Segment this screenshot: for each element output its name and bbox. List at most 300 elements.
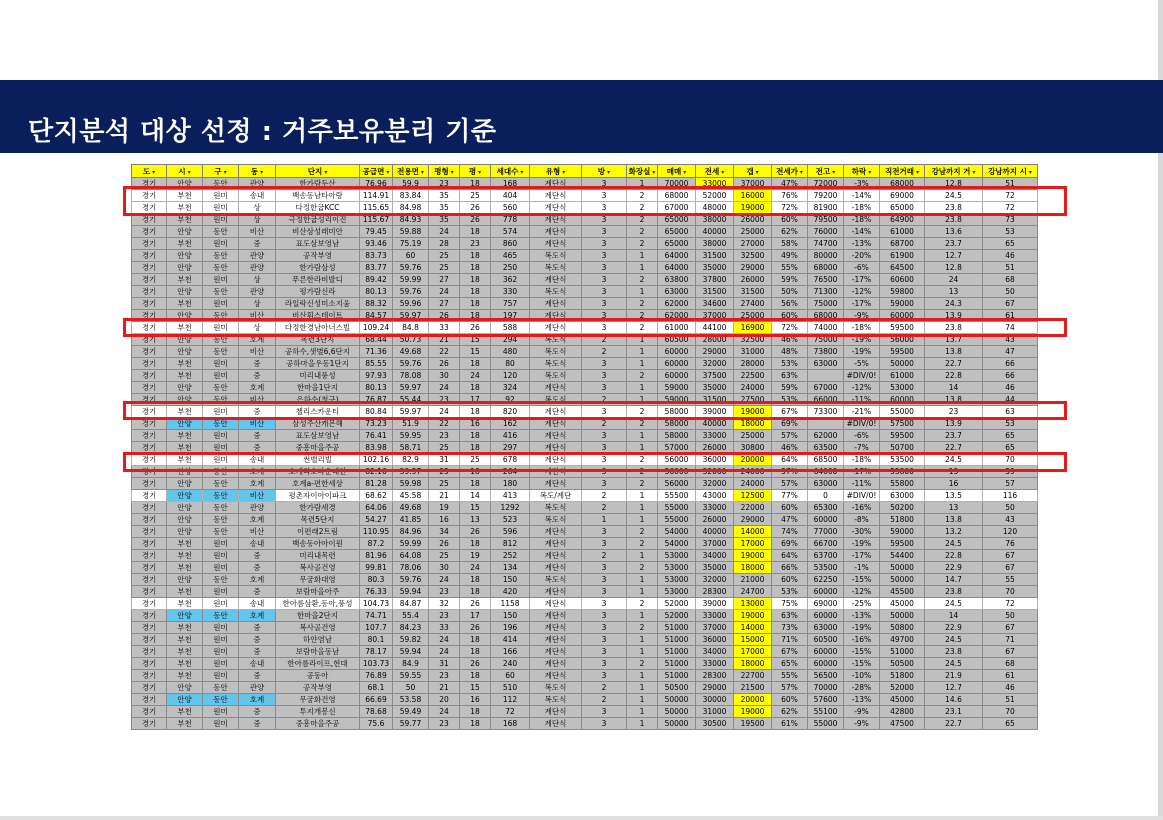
table-cell[interactable]: 26000: [734, 214, 772, 226]
column-header[interactable]: [844, 165, 880, 178]
table-cell[interactable]: 부천: [167, 718, 203, 730]
table-cell[interactable]: 60000: [808, 514, 844, 526]
table-cell[interactable]: 1: [627, 346, 658, 358]
table-cell[interactable]: 778: [491, 214, 530, 226]
table-cell[interactable]: 134: [491, 562, 530, 574]
table-cell[interactable]: 복도식: [530, 250, 582, 262]
table-cell[interactable]: 1: [627, 250, 658, 262]
table-cell[interactable]: 부천: [167, 646, 203, 658]
table-cell[interactable]: 1: [627, 670, 658, 682]
table-cell[interactable]: 34000: [696, 646, 734, 658]
table-cell[interactable]: 62000: [658, 310, 696, 322]
column-header[interactable]: [239, 165, 276, 178]
table-cell[interactable]: 23.7: [925, 238, 983, 250]
table-cell[interactable]: 43: [983, 334, 1038, 346]
table-cell[interactable]: 50000: [880, 358, 925, 370]
table-cell[interactable]: 54400: [880, 550, 925, 562]
table-cell[interactable]: 중: [239, 430, 276, 442]
table-cell[interactable]: 53: [983, 418, 1038, 430]
table-cell[interactable]: 23.8: [925, 646, 983, 658]
table-cell[interactable]: 1: [627, 718, 658, 730]
table-cell[interactable]: 252: [491, 550, 530, 562]
table-cell[interactable]: 2: [627, 454, 658, 466]
table-cell[interactable]: 2: [627, 622, 658, 634]
table-cell[interactable]: 44100: [696, 322, 734, 334]
table-cell[interactable]: 3: [582, 262, 627, 274]
table-cell[interactable]: 55%: [772, 262, 808, 274]
table-cell[interactable]: 19000: [734, 202, 772, 214]
table-cell[interactable]: 원미: [203, 442, 239, 454]
table-cell[interactable]: -9%: [844, 310, 880, 322]
table-cell[interactable]: 25: [429, 250, 460, 262]
table-cell[interactable]: 33000: [696, 178, 734, 190]
table-cell[interactable]: 60%: [772, 694, 808, 706]
table-cell[interactable]: 114.91: [360, 190, 393, 202]
table-cell[interactable]: 동안: [203, 382, 239, 394]
table-cell[interactable]: 송내: [239, 658, 276, 670]
table-cell[interactable]: 경기: [132, 622, 167, 634]
table-cell[interactable]: 76500: [808, 274, 844, 286]
table-cell[interactable]: 3: [582, 526, 627, 538]
table-cell[interactable]: 20: [429, 694, 460, 706]
table-cell[interactable]: 24: [460, 562, 491, 574]
table-cell[interactable]: 55: [983, 574, 1038, 586]
table-cell[interactable]: 103.73: [360, 658, 393, 670]
column-header[interactable]: [983, 165, 1038, 178]
table-cell[interactable]: 63%: [772, 610, 808, 622]
table-cell[interactable]: 동안: [203, 226, 239, 238]
filter-dropdown-icon[interactable]: ▾: [799, 168, 803, 176]
table-cell[interactable]: 29000: [696, 346, 734, 358]
table-cell[interactable]: 3: [582, 250, 627, 262]
table-cell[interactable]: 72: [983, 202, 1038, 214]
table-cell[interactable]: 비산: [239, 526, 276, 538]
table-cell[interactable]: 경기: [132, 226, 167, 238]
filter-dropdown-icon[interactable]: ▾: [832, 168, 836, 176]
table-cell[interactable]: 12.8: [925, 178, 983, 190]
table-cell[interactable]: 59: [983, 466, 1038, 478]
table-cell[interactable]: 24: [429, 286, 460, 298]
table-cell[interactable]: 80.84: [360, 406, 393, 418]
table-cell[interactable]: 계단식: [530, 550, 582, 562]
table-cell[interactable]: 23: [429, 430, 460, 442]
table-cell[interactable]: 64%: [772, 454, 808, 466]
table-cell[interactable]: 65: [983, 718, 1038, 730]
table-cell[interactable]: 43000: [696, 490, 734, 502]
table-cell[interactable]: 59.76: [393, 286, 429, 298]
table-cell[interactable]: 경기: [132, 370, 167, 382]
table-cell[interactable]: 59.95: [393, 430, 429, 442]
table-cell[interactable]: 호계: [239, 610, 276, 622]
table-cell[interactable]: -19%: [844, 346, 880, 358]
table-cell[interactable]: 경기: [132, 406, 167, 418]
table-cell[interactable]: 18: [460, 310, 491, 322]
table-cell[interactable]: 18: [460, 406, 491, 418]
table-cell[interactable]: -3%: [844, 178, 880, 190]
table-cell[interactable]: 호계: [239, 466, 276, 478]
table-cell[interactable]: 31500: [696, 394, 734, 406]
table-cell[interactable]: 중흥마을주공: [276, 718, 360, 730]
table-cell[interactable]: 57: [983, 478, 1038, 490]
table-cell[interactable]: 부천: [167, 358, 203, 370]
table-cell[interactable]: 73: [983, 214, 1038, 226]
table-cell[interactable]: 22.7: [925, 718, 983, 730]
table-cell[interactable]: 58%: [772, 238, 808, 250]
table-cell[interactable]: 13.8: [925, 514, 983, 526]
table-cell[interactable]: 18: [460, 574, 491, 586]
table-cell[interactable]: 관양: [239, 682, 276, 694]
table-cell[interactable]: 2: [627, 274, 658, 286]
table-cell[interactable]: 65000: [658, 214, 696, 226]
table-cell[interactable]: 63000: [880, 490, 925, 502]
table-cell[interactable]: 57%: [772, 466, 808, 478]
table-cell[interactable]: 22.7: [925, 442, 983, 454]
table-cell[interactable]: 63000: [808, 622, 844, 634]
filter-dropdown-icon[interactable]: ▾: [187, 168, 191, 176]
table-cell[interactable]: 59.76: [393, 574, 429, 586]
table-cell[interactable]: 55%: [772, 670, 808, 682]
column-header[interactable]: [530, 165, 582, 178]
table-cell[interactable]: 안양: [167, 490, 203, 502]
table-cell[interactable]: 17000: [734, 538, 772, 550]
table-cell[interactable]: 18000: [734, 562, 772, 574]
table-cell[interactable]: 백송동아아이원: [276, 538, 360, 550]
table-cell[interactable]: 호계: [239, 382, 276, 394]
table-cell[interactable]: 53000: [658, 586, 696, 598]
table-cell[interactable]: 경기: [132, 322, 167, 334]
table-cell[interactable]: 동안: [203, 574, 239, 586]
table-cell[interactable]: 28: [429, 238, 460, 250]
table-cell[interactable]: 678: [491, 454, 530, 466]
table-cell[interactable]: 50: [393, 682, 429, 694]
table-cell[interactable]: 23.8: [925, 214, 983, 226]
table-cell[interactable]: 26: [460, 322, 491, 334]
table-cell[interactable]: 동안: [203, 478, 239, 490]
table-cell[interactable]: 50800: [880, 622, 925, 634]
table-cell[interactable]: 18000: [734, 418, 772, 430]
table-cell[interactable]: 24000: [734, 382, 772, 394]
table-cell[interactable]: 부천: [167, 406, 203, 418]
table-cell[interactable]: 동안: [203, 250, 239, 262]
table-cell[interactable]: 3: [582, 562, 627, 574]
table-cell[interactable]: 경기: [132, 490, 167, 502]
table-cell[interactable]: 15: [460, 502, 491, 514]
table-cell[interactable]: 22.9: [925, 622, 983, 634]
table-cell[interactable]: 77000: [808, 526, 844, 538]
table-cell[interactable]: 18: [460, 262, 491, 274]
table-cell[interactable]: 23: [429, 718, 460, 730]
table-cell[interactable]: 22500: [734, 370, 772, 382]
table-cell[interactable]: 12500: [734, 490, 772, 502]
table-cell[interactable]: 89.42: [360, 274, 393, 286]
table-cell[interactable]: 경기: [132, 262, 167, 274]
table-cell[interactable]: 162: [491, 418, 530, 430]
table-cell[interactable]: 계단식: [530, 274, 582, 286]
table-cell[interactable]: 80.3: [360, 574, 393, 586]
table-cell[interactable]: 116: [983, 490, 1038, 502]
table-cell[interactable]: 70: [983, 586, 1038, 598]
table-cell[interactable]: 51: [983, 178, 1038, 190]
table-cell[interactable]: 안양: [167, 310, 203, 322]
table-cell[interactable]: 2: [582, 502, 627, 514]
table-cell[interactable]: 14.6: [925, 694, 983, 706]
table-cell[interactable]: 68: [983, 274, 1038, 286]
table-cell[interactable]: 65: [983, 430, 1038, 442]
table-cell[interactable]: 원미: [203, 322, 239, 334]
table-cell[interactable]: 29000: [696, 682, 734, 694]
table-cell[interactable]: 계단식: [530, 586, 582, 598]
table-cell[interactable]: -15%: [844, 574, 880, 586]
table-cell[interactable]: -9%: [844, 718, 880, 730]
column-header[interactable]: [696, 165, 734, 178]
table-cell[interactable]: 68000: [808, 262, 844, 274]
table-cell[interactable]: 57%: [772, 430, 808, 442]
table-cell[interactable]: 72%: [772, 202, 808, 214]
table-cell[interactable]: 64500: [880, 262, 925, 274]
table-cell[interactable]: 63000: [658, 286, 696, 298]
table-cell[interactable]: 21: [429, 682, 460, 694]
table-cell[interactable]: 부천: [167, 202, 203, 214]
table-cell[interactable]: 49.68: [393, 346, 429, 358]
table-cell[interactable]: 중: [239, 358, 276, 370]
table-cell[interactable]: 1: [627, 286, 658, 298]
table-cell[interactable]: 원미: [203, 634, 239, 646]
table-cell[interactable]: 115.67: [360, 214, 393, 226]
table-cell[interactable]: 51800: [880, 670, 925, 682]
table-cell[interactable]: 78.68: [360, 706, 393, 718]
table-cell[interactable]: 68000: [808, 310, 844, 322]
table-cell[interactable]: 19: [429, 502, 460, 514]
table-cell[interactable]: 39000: [696, 598, 734, 610]
table-cell[interactable]: 53%: [772, 394, 808, 406]
table-cell[interactable]: 60500: [658, 334, 696, 346]
table-cell[interactable]: 33: [429, 322, 460, 334]
table-cell[interactable]: 33000: [696, 610, 734, 622]
table-cell[interactable]: 복도식: [530, 574, 582, 586]
table-cell[interactable]: 67%: [772, 646, 808, 658]
table-cell[interactable]: 부천: [167, 322, 203, 334]
table-cell[interactable]: 한가람삼성: [276, 262, 360, 274]
table-cell[interactable]: 동안: [203, 514, 239, 526]
table-cell[interactable]: 60600: [880, 274, 925, 286]
table-cell[interactable]: 23: [460, 238, 491, 250]
table-cell[interactable]: [808, 370, 844, 382]
table-cell[interactable]: 이편래2트림: [276, 526, 360, 538]
table-cell[interactable]: 호계: [239, 334, 276, 346]
table-cell[interactable]: 59.99: [393, 538, 429, 550]
table-cell[interactable]: 55000: [658, 514, 696, 526]
table-cell[interactable]: 계단식: [530, 478, 582, 490]
table-cell[interactable]: 85.55: [360, 358, 393, 370]
table-cell[interactable]: 관양: [239, 178, 276, 190]
table-cell[interactable]: 안양: [167, 682, 203, 694]
table-cell[interactable]: 1: [627, 358, 658, 370]
table-cell[interactable]: -17%: [844, 550, 880, 562]
filter-dropdown-icon[interactable]: ▾: [607, 168, 611, 176]
table-cell[interactable]: 65: [983, 238, 1038, 250]
table-cell[interactable]: 2: [627, 562, 658, 574]
table-cell[interactable]: 경기: [132, 346, 167, 358]
table-cell[interactable]: 59000: [658, 394, 696, 406]
table-cell[interactable]: 37000: [696, 310, 734, 322]
table-cell[interactable]: 부천: [167, 586, 203, 598]
table-cell[interactable]: 56000: [880, 334, 925, 346]
table-cell[interactable]: 51000: [658, 634, 696, 646]
table-cell[interactable]: 19000: [734, 706, 772, 718]
table-cell[interactable]: 26: [460, 622, 491, 634]
table-cell[interactable]: 97.93: [360, 370, 393, 382]
table-cell[interactable]: 61: [983, 310, 1038, 322]
column-header[interactable]: [393, 165, 429, 178]
table-cell[interactable]: 21.9: [925, 670, 983, 682]
table-cell[interactable]: 3: [582, 202, 627, 214]
table-cell[interactable]: 원미: [203, 646, 239, 658]
table-cell[interactable]: 67000: [658, 202, 696, 214]
table-cell[interactable]: 18: [460, 634, 491, 646]
table-cell[interactable]: -19%: [844, 538, 880, 550]
table-cell[interactable]: 80.1: [360, 634, 393, 646]
table-cell[interactable]: 35: [429, 214, 460, 226]
table-cell[interactable]: -7%: [844, 442, 880, 454]
table-cell[interactable]: 중: [239, 550, 276, 562]
table-cell[interactable]: 경기: [132, 274, 167, 286]
table-cell[interactable]: 한마을1단지: [276, 382, 360, 394]
table-cell[interactable]: -14%: [844, 190, 880, 202]
table-cell[interactable]: -5%: [844, 358, 880, 370]
table-cell[interactable]: 25: [460, 454, 491, 466]
table-cell[interactable]: 32000: [696, 358, 734, 370]
table-cell[interactable]: 3: [582, 178, 627, 190]
table-cell[interactable]: 73300: [808, 406, 844, 418]
table-cell[interactable]: -18%: [844, 214, 880, 226]
table-cell[interactable]: 14: [925, 610, 983, 622]
table-cell[interactable]: 79500: [808, 214, 844, 226]
table-cell[interactable]: 52000: [880, 682, 925, 694]
table-cell[interactable]: 35000: [696, 562, 734, 574]
table-cell[interactable]: 비산삼성래미안: [276, 226, 360, 238]
table-cell[interactable]: 2: [627, 370, 658, 382]
table-cell[interactable]: 동안: [203, 346, 239, 358]
table-cell[interactable]: 76: [983, 538, 1038, 550]
table-cell[interactable]: 비산: [239, 394, 276, 406]
table-cell[interactable]: 원미: [203, 274, 239, 286]
table-cell[interactable]: 원미: [203, 298, 239, 310]
table-cell[interactable]: 62%: [772, 226, 808, 238]
table-cell[interactable]: 다정한굽KCC: [276, 202, 360, 214]
table-cell[interactable]: 43: [983, 514, 1038, 526]
table-cell[interactable]: 51: [983, 694, 1038, 706]
table-cell[interactable]: 64000: [808, 466, 844, 478]
table-cell[interactable]: 120: [491, 370, 530, 382]
table-cell[interactable]: 30000: [696, 694, 734, 706]
table-cell[interactable]: 17000: [734, 646, 772, 658]
table-cell[interactable]: 동안: [203, 466, 239, 478]
table-cell[interactable]: 1: [627, 634, 658, 646]
table-cell[interactable]: -15%: [844, 658, 880, 670]
table-cell[interactable]: -13%: [844, 238, 880, 250]
table-cell[interactable]: 294: [491, 334, 530, 346]
filter-dropdown-icon[interactable]: ▾: [223, 168, 227, 176]
table-cell[interactable]: 동안: [203, 502, 239, 514]
column-header[interactable]: [772, 165, 808, 178]
table-cell[interactable]: 70000: [658, 178, 696, 190]
table-cell[interactable]: 64.08: [393, 550, 429, 562]
table-cell[interactable]: 한아름라이프,현대: [276, 658, 360, 670]
table-cell[interactable]: 13000: [734, 598, 772, 610]
table-cell[interactable]: 28300: [696, 586, 734, 598]
table-cell[interactable]: 109.24: [360, 322, 393, 334]
table-cell[interactable]: 1: [627, 442, 658, 454]
table-cell[interactable]: 37500: [696, 370, 734, 382]
table-cell[interactable]: -11%: [844, 394, 880, 406]
table-cell[interactable]: 46%: [772, 334, 808, 346]
table-cell[interactable]: 복도식: [530, 286, 582, 298]
table-cell[interactable]: 19: [460, 550, 491, 562]
table-cell[interactable]: 경기: [132, 310, 167, 322]
table-cell[interactable]: 안양: [167, 346, 203, 358]
table-cell[interactable]: 51000: [658, 622, 696, 634]
table-cell[interactable]: 33000: [696, 430, 734, 442]
table-cell[interactable]: -10%: [844, 670, 880, 682]
table-cell[interactable]: 계단식: [530, 718, 582, 730]
table-cell[interactable]: 23.1: [925, 706, 983, 718]
table-cell[interactable]: 3: [582, 658, 627, 670]
table-cell[interactable]: 31: [429, 658, 460, 670]
table-cell[interactable]: 71300: [808, 286, 844, 298]
table-cell[interactable]: 3: [582, 274, 627, 286]
table-cell[interactable]: 53500: [880, 454, 925, 466]
table-cell[interactable]: 55500: [658, 490, 696, 502]
table-cell[interactable]: 61000: [658, 322, 696, 334]
table-cell[interactable]: 59.96: [393, 298, 429, 310]
table-cell[interactable]: 73.23: [360, 418, 393, 430]
table-cell[interactable]: 55100: [808, 706, 844, 718]
table-cell[interactable]: 71: [983, 634, 1038, 646]
table-cell[interactable]: 73800: [808, 346, 844, 358]
column-header[interactable]: [880, 165, 925, 178]
table-cell[interactable]: -21%: [844, 406, 880, 418]
table-cell[interactable]: 22700: [734, 670, 772, 682]
table-cell[interactable]: 3: [582, 238, 627, 250]
table-cell[interactable]: 24: [925, 274, 983, 286]
filter-dropdown-icon[interactable]: ▾: [324, 168, 328, 176]
table-cell[interactable]: 59.77: [393, 718, 429, 730]
table-cell[interactable]: 경기: [132, 286, 167, 298]
table-cell[interactable]: -20%: [844, 250, 880, 262]
table-cell[interactable]: 59000: [880, 526, 925, 538]
table-cell[interactable]: 414: [491, 634, 530, 646]
table-cell[interactable]: 78.06: [393, 562, 429, 574]
table-cell[interactable]: 계단식: [530, 178, 582, 190]
table-cell[interactable]: 24.3: [925, 298, 983, 310]
table-cell[interactable]: 75000: [808, 334, 844, 346]
table-cell[interactable]: 35000: [696, 262, 734, 274]
table-cell[interactable]: 47500: [880, 718, 925, 730]
table-cell[interactable]: 17: [460, 610, 491, 622]
table-cell[interactable]: 33000: [696, 658, 734, 670]
table-cell[interactable]: 안양: [167, 250, 203, 262]
table-cell[interactable]: 원미: [203, 406, 239, 418]
table-cell[interactable]: 2: [627, 538, 658, 550]
table-cell[interactable]: 경기: [132, 526, 167, 538]
table-cell[interactable]: 2: [627, 406, 658, 418]
table-cell[interactable]: 13: [460, 514, 491, 526]
table-cell[interactable]: 1: [627, 262, 658, 274]
table-cell[interactable]: 24: [429, 574, 460, 586]
filter-dropdown-icon[interactable]: ▾: [562, 168, 566, 176]
table-cell[interactable]: -16%: [844, 502, 880, 514]
table-cell[interactable]: 50000: [880, 562, 925, 574]
